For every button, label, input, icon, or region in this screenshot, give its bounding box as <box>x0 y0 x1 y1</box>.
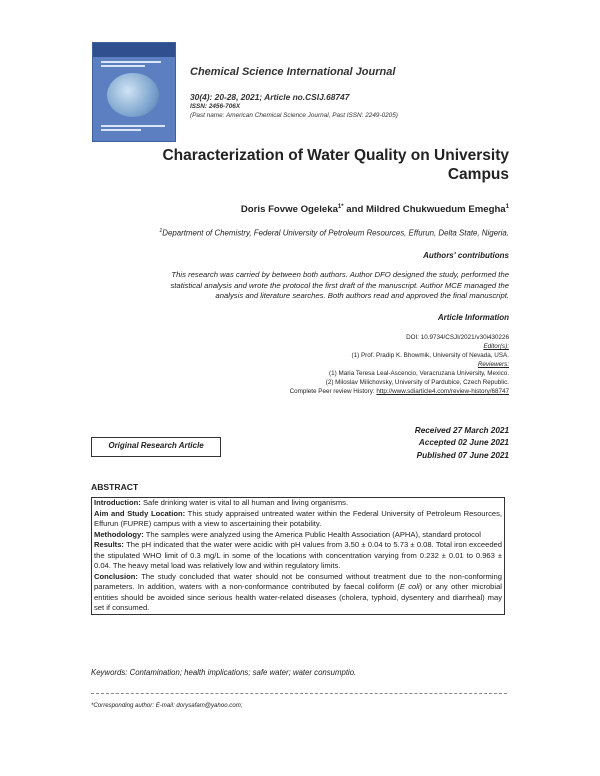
author-list: Doris Fovwe Ogeleka$^{1*}$ and Mildred Chukwuedum Emegha$^1$ <box>240 204 509 216</box>
contributions-text: This research was carried by between both authors. Author DFO designed the study, performed the statistical analysis and wrote the protocol the first draft of the manuscript. Author MCE managed the analysis and literature searches. Both authors read and approved the final manuscript. <box>170 270 509 300</box>
abstract-methodology: Methodology: The samples were analyzed using the America Public Health Association (APHA), standard protocol <box>94 529 481 539</box>
footnote-divider <box>91 693 507 694</box>
abstract-box <box>91 497 505 615</box>
article-title: Characterization of Water Quality on University Campus <box>162 147 509 183</box>
journal-past-name: (Past name: American Chemical Science Journal, Past ISSN: 2249-0205) <box>190 112 398 119</box>
journal-issue: 30(4): 20-28, 2021; Article no.CSIJ.68747 <box>190 92 350 102</box>
received-date: Received 27 March 2021 <box>414 426 509 435</box>
publication-dates <box>415 425 509 462</box>
journal-cover-image <box>92 42 176 142</box>
journal-name: Chemical Science International Journal <box>190 66 396 78</box>
doi: DOI: 10.9734/CSJI/2021/v30i430226 <box>406 334 509 341</box>
reviewers-label: Reviewers: <box>477 361 509 368</box>
editor-1: (1) Prof. Pradip K. Bhowmik, University of Nevada, USA. <box>351 352 509 359</box>
article-info <box>290 333 509 396</box>
review-history-link[interactable]: http://www.sdiarticle4.com/review-history/68747 <box>376 388 509 395</box>
abstract-aim: Aim and Study Location: This study appraised untreated water within the Federal University of Petroleum Resources, Effurun (FUPRE) campus with a view to ascertaining their potability. <box>94 508 502 528</box>
editors-label: Editor(s): <box>483 343 509 350</box>
keywords: Keywords: Contamination; health implications; safe water; water consumptio. <box>91 668 357 677</box>
abstract-introduction: Introduction: Safe drinking water is vital to all human and living organisms. <box>94 498 349 507</box>
accepted-date: Accepted 02 June 2021 <box>418 438 509 448</box>
corresponding-author-footnote: *Corresponding author: E-mail: dorysafam@yahoo.com; <box>91 702 243 709</box>
abstract-conclusion: Conclusion: The study concluded that water should not be consumed without treatment due to the non-conforming parameters. In addition, waters with a non-conformance contributed by faecal coliform (E coli) or any other microbial entities should be avoided since serious health water-related diseases (cholera, typhoid, dysentery and diarrheal) may set if consumed. <box>94 571 502 612</box>
contributions-heading: Authors' contributions <box>423 251 509 260</box>
review-history-label: Complete Peer review History: <box>289 388 377 395</box>
author-1: Doris Fovwe Ogeleka <box>240 204 338 216</box>
published-date: Published 07 June 2021 <box>416 450 509 460</box>
reviewer-1: (1) Maria Teresa Leal-Ascencio, Veracruzana University, Mexico. <box>329 370 509 377</box>
article-info-heading: Article Information <box>437 313 509 322</box>
author-2: Mildred Chukwuedum Emegha <box>365 204 506 216</box>
abstract-results: Results: The pH indicated that the water were acidic with pH values from 3.50 ± 0.04 to 5.73 ± 0.08. Total iron exceeded the stipulated WHO limit of 0.3 mg/L in some of the locations with concentration varying from 0.232 ± 0.01 to 0.963 ± 0.04. The heavy metal load was relatively low and within regulatory limits. <box>94 540 502 570</box>
journal-issn: ISSN: 2456-706X <box>190 103 241 110</box>
reviewer-2: (2) Miloslav Milichovsky, University of Pardubice, Czech Republic. <box>325 379 509 386</box>
article-type: Original Research Article <box>108 441 204 450</box>
affiliation: $^1$Department of Chemistry, Federal University of Petroleum Resources, Effurun, Delta State, Nigeria. <box>159 228 509 238</box>
abstract-heading: ABSTRACT <box>91 482 139 492</box>
